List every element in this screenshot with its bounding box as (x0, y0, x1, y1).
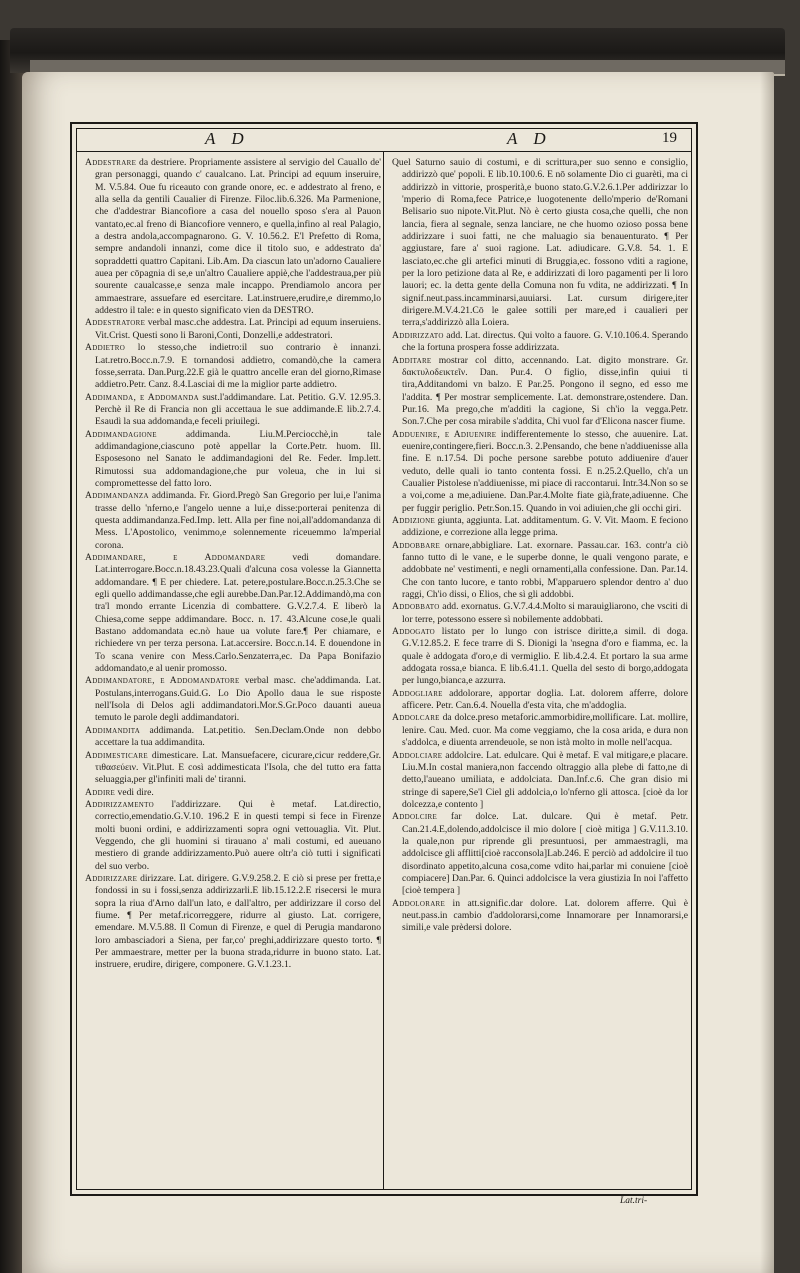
dictionary-entry (85, 157, 381, 317)
text-frame (70, 122, 698, 1196)
entry-text: dirizzare. Lat. dirigere. G.V.9.258.2. E ciò si prese per fretta,e fondossi in su i fossi,senza addirizzarli.E lib.15.12.2.E risecersi le mura sopra la riua d'Arno dall'un lato, e dall'altro, per addirizzare il corso del fiume. ¶ Per metaf.ricorreggere, ridurre al giusto. Lat. corrigere, emendare. M.V.5.88. Il Comun di Firenze, e quel di Perugia mandarono loro ambasciadori a Siena, per far,co' preghi,addirizzare questo torto. ¶ Per ammaestrare, metter per la buona strada,ridurre in buono stato. Lat. instruere, erudire, dirigere, componere. G.V.1.23.1. (95, 872, 381, 971)
dictionary-entry (85, 552, 381, 675)
book-page (22, 72, 774, 1273)
entry-headword: Addirizzato (392, 329, 444, 341)
entry-headword: Addolciare (392, 749, 443, 761)
entry-text: da destriere. Propriamente assistere al servigio del Cauallo de' gran personaggi, quando c' caualcano. Lat. Principi ad equum inseruire, M. V.5.84. Oue fu riceauto con grande onore, ec. e addestrato al freno, e alla sella da gentili Caualier di Firenze. Filoc.lib.6.326. Ma Parmenione, che d'addestrar Biancofiore a casa del nouello sposo s'era al Pauon vantato,ec.al freno di Biancofiore vennero, e quella,infino al real Palagio, a destra andola,accompagnarono. G. V. 10.56.2. E'l Prefetto di Roma, sempre andandoli innanzi, come dice il titolo suo, e addestrato da' sopraddetti quattro Capitani. Lib.Am. Da ciascun lato un'adorno Caualiere auea per cōpagnia di se,e un'altro Caualiere appiè,che l'addestraua,per più sourente caualcasse,e senza male incappo. Prendiamolo ancora per ammaestrare, assuefare ed esercitare. Lat.instruere,erudire,e diremmo,lo addestro il tale: e in questo significato vien da DESTRO. (95, 157, 381, 317)
entry-text: lo stesso,che indietro:il suo contrario è innanzi. Lat.retro.Bocc.n.7.9. E tornandosi addietro, comandò,che la camera fosse,serrata. Dan.Purg.22.E già le quattro ancelle eran del giorno,Rimase addietro.Petr. Canz. 8.4.Lasciai di me la miglior parte addietro. (95, 342, 381, 391)
dictionary-entry (392, 626, 688, 688)
right-column (392, 157, 688, 1182)
entry-headword: Addolorare (392, 897, 446, 909)
entry-text: giunta, aggiunta. Lat. additamentum. G. V. Vit. Maom. E feciono addizione, e correzione alla legge prima. (402, 514, 688, 539)
entry-headword: Addirizzare (85, 872, 138, 884)
dictionary-entry (85, 675, 381, 724)
running-head-left: A D (205, 129, 250, 148)
entry-text: vedi dire. (117, 786, 154, 798)
dictionary-entry (392, 540, 688, 602)
entry-headword: Addobbato (392, 601, 440, 613)
dictionary-entry (85, 490, 381, 552)
entry-headword: Addimandagione (85, 428, 157, 440)
entry-headword: Addogliare (392, 687, 443, 699)
dictionary-entry (85, 429, 381, 491)
entry-headword: Addimandanza (85, 490, 149, 502)
entry-text: indifferentemente lo stesso, che auuenire. Lat. euenire,contingere,fieri. Bocc.n.3. 2.Pensando, che bene n'addiuenisse alla fine. E n.17.54. Di poche persone sarebbe potuto addiuenire d'auer veduto, delle quali io tanto contenta fossi. E n.25.2.Quello, ch'a un Caualier Pistolese n'addiuenisse, mi piace di raccontarui. Intr.34.Non so se a voi,come a me,adiuiene. Dan.Par.4.Molte fiate già,frate,adiuenne. Che per fuggir periglio. Petr.Son.15. Quando in voi adiuien,che gli occhi giri. (402, 428, 688, 514)
dictionary-entry (85, 342, 381, 391)
dictionary-entry (392, 811, 688, 897)
entry-text: da dolce.preso metaforic.ammorbidire,mollificare. Lat. mollire, lenire. Cau. Med. cuor. Ma come veggiamo, che la cosa arida, e dura non s'addolca, e diuenta arrendeuole, se non istà molto in molle nell'acqua. (402, 712, 688, 749)
dictionary-entry (85, 725, 381, 750)
dictionary-entry (392, 429, 688, 515)
dictionary-entry (392, 330, 688, 355)
entry-text: mostrar col ditto, accennando. Lat. digito monstrare. Gr. δακτυλοδεικτεῖν. Dan. Pur.4. O figlio, disse,infin quiui ti tira,Additandomi vn balzo. E Par.25. Pongono il segno, ed esso me l'addita. ¶ Per mostrar semplicemente. Lat. demonstrare,ostendere. Dan. Pur.16. Ma prego,che m'additi la cagione, Si ch'io la vegga.Petr. Son.7.Che per cosa mirabile s'addita, Chi vuol far d'Elicona nascer fiume. (402, 354, 688, 428)
dictionary-entry (85, 317, 381, 342)
entry-text: vedi domandare. Lat.interrogare.Bocc.n.18.43.23.Quali d'alcuna cosa volesse la Giannetta addomandare. ¶ E per chiedere. Lat. petere,postulare.Bocc.n.25.3.Che se egli quello addimandasse,che egli aurebbe.Dan.Par.12.Addimandò,ma con tra'l mondo errante Licenzia di combattere. G.V.2.7.4. E liberò la Chiesa,come seppe addimandare. Bocc. n. 17. 43.Alcune cose,le quali Bastano addomandata ec.nò haue ua volute fare.¶ Per chiamare, e richiedere vn per terza persona. Lat.accersire. Bocc.n.14. E douendone in To scana venire con Mess.Carlo.Senzaterra,ec. Da Papa Bonifazio addomandato,e al uenir promosso. (95, 552, 381, 675)
text-frame-inner (76, 128, 692, 1190)
entry-headword: Addobbare (392, 539, 441, 551)
entry-headword: Addire (85, 786, 116, 798)
entry-headword: Additare (392, 354, 432, 366)
entry-text: verbal masc.che addestra. Lat. Principi ad equum inseruiens. Vit.Crist. Questi sono li Baroni,Conti, Donzelli,e addestratori. (95, 317, 381, 341)
entry-headword: Addogato (392, 626, 436, 638)
dictionary-entry (85, 873, 381, 972)
entry-headword: Addestratore (85, 317, 146, 329)
left-column (85, 157, 381, 1182)
entry-text: ornare,abbigliare. Lat. exornare. Passau.car. 163. contr'a ciò fanno tutto di le vane, e le superbe donne, le quali vengono parate, e addobbate ne' vestimenti, e negli ornamenti,alla confessione. Dan. Par.14. Che con tanto lucore, e tanto robbi, M'apparuero splendor dentro a' duo raggi, Ch'io dissi, o Elios, che sì gli addobbi. (402, 539, 688, 601)
entry-headword: Addizione (392, 514, 436, 526)
entry-headword: Addimandatore, e Addomandatore (85, 675, 240, 687)
entry-text: sust.l'addimandare. Lat. Petitio. G.V. 12.95.3. Perchè il Re di Francia non gli accettaua le sue addimande.E lib.2.7.4. Esaudì la sua addomanda,e feceli priuilegi. (95, 391, 381, 428)
dictionary-entry (392, 601, 688, 626)
entry-text: add. exornatus. G.V.7.4.4.Molto si marauigliarono, che vsciti di lor terre, potessono essere sì nobilemente addobbati. (402, 601, 688, 625)
entry-headword: Addimesticare (85, 749, 148, 761)
dictionary-entry (392, 898, 688, 935)
dictionary-entry (392, 712, 688, 749)
entry-text: l'addirizzare. Qui è metaf. Lat.directio, correctio,emendatio.G.V.10. 196.2 E in questi tempi si fece in Firenze molti buoni ordini, e addirizzamenti sopra ogni vettouaglia. Vit. Plut. Veggendo, che gli huomini si tirauano a' mali costumi, ed aueuano mestiero di grande addirizzamento.Può auere oltr'a ciò tutti i significati del suo verbo. (95, 798, 381, 872)
page-number: 19 (662, 130, 677, 146)
entry-text: verbal masc. che'addimanda. Lat. Postulans,interrogans.Guid.G. Lo Dio Apollo daua le sue risposte nell'Isola di Delos agli addimandatori.Mor.S.Gr.Poco dauanti aueua temuto le parole degli addimandatori. (95, 675, 381, 724)
entry-text: addimanda. Liu.M.Perciocchè,in tale addimandagione,ciascuno potè appellar la Corte.Petr. huom. Ill. Esposesono nel Sanato le addimandagioni del Re. Feder. Imp.lett. Rimutossi sua addomandagione,che pur voleua, che in lui si compromettesse del fatto loro. (95, 428, 381, 489)
entry-text: addolorare, apportar doglia. Lat. dolorem afferre, dolore afficere. Petr. Can.6.4. Nouella d'esta vita, che m'addoglia. (402, 687, 688, 712)
page-edge-shadow (760, 72, 774, 1273)
column-divider (383, 152, 384, 1189)
entry-headword: Addolcire (392, 811, 438, 823)
dictionary-entry (392, 355, 688, 429)
dictionary-entry (85, 799, 381, 873)
entry-text: addolcire. Lat. edulcare. Qui è metaf. E val mitigare,e placare. Liu.M.In costal maniera,non faccendo oltraggio alla plebe di fatto,ne di detto,l'aueano umiliata, e addolciata. Dan.Inf.c.6. Che gran disio mi stringe di sapere,Se'l Ciel gli addolcia,o lo'nferno gli attosca. [cioè da lor dolcezza,e contento ] (402, 749, 688, 810)
header-rule (77, 151, 691, 152)
dictionary-entry (392, 750, 688, 812)
entry-headword: Addimandare, e Addomandare (85, 552, 266, 563)
entry-text: listato per lo lungo con istrisce diritte,a simil. di doga. G.V.12.85.2. E fece trarre di S. Dionigi la 'nsegna d'oro e fiamma, ec. la quale è addogata d'oro,e di vermiglio. E lib.4.2.4. Et portaro la sua arme addogata rossa,e bianca. E lib.6.41.1. Quella del sesto di borgo,addogata per lungo,bianca,e azzurra. (402, 626, 688, 687)
entry-headword: Addimandita (85, 724, 141, 736)
entry-text: in att.signific.dar dolore. Lat. dolorem afferre. Quì è neut.pass.in cambio d'addolorarsi,come Innamorare per Innamorarsi,e simili,e vale prèdersi dolore. (402, 897, 688, 934)
entry-headword: Adduenire, e Adiuenire (392, 428, 497, 440)
entry-headword: Addolcare (392, 712, 440, 724)
entry-text: addimanda. Fr. Giord.Pregò San Gregorio per lui,e l'anima trasse dello 'nferno,e l'angelo uenne a lui,e disse:porterai penitenza di questa addimandanza.Fed.Imp. lett. Alla per fine noi,all'addomandanza di Mess. L'Apostolico, venimmo,e solennemente riceuemmo la'mperial corona. (95, 490, 381, 551)
entry-text: addimanda. Lat.petitio. Sen.Declam.Onde non debbo accettare la tua addimandita. (95, 724, 381, 749)
entry-text: far dolce. Lat. dulcare. Qui è metaf. Petr. Can.21.4.E,dolendo,addolcisce il mio dolore [ cioè mitiga ] G.V.11.3.10. la quale,non pur riprende gli presuntuosi, per ammaestragli, ma addolcisce gli afflitti[cioè racconsola]Lab.246. E perciò ad addolcire il tuo disordinato appetito,alcuna cosa,come vdito hai,parlar mi conuiene [cioè compiacere] Dan.Par. 6. Quinci addolcisce la vera giustizia In noi l'affetto [cioè tempera ] (402, 811, 688, 897)
dictionary-entry (85, 750, 381, 787)
dictionary-entry (392, 688, 688, 713)
entry-text: add. Lat. directus. Qui volto a fauore. G. V.10.106.4. Sperando che la fortuna prospera fosse addirizzata. (402, 329, 688, 354)
catchword: Lat.tri- (620, 1196, 648, 1206)
entry-headword: Addimanda, e Addomanda (85, 391, 199, 403)
entry-text: dimesticare. Lat. Mansuefacere, cicurare,cicur reddere,Gr. τιθασεύειν. Vit.Plut. E così addimesticata l'Isola, che del tutto era fatta seluaggia,per gl'infiniti mali de' tiranni. (95, 749, 381, 786)
dictionary-entry (392, 157, 688, 330)
running-head-right: A D (507, 129, 552, 148)
entry-headword: Addestrare (85, 157, 137, 168)
dictionary-entry (392, 515, 688, 540)
entry-headword: Addietro (85, 342, 126, 354)
dictionary-entry (85, 392, 381, 429)
entry-headword: Addirizzamento (85, 798, 154, 810)
dictionary-entry (85, 787, 381, 799)
entry-text: Quel Saturno sauio di costumi, e di scrittura,per suo senno e consiglio, addirizzò que' popoli. E lib.10.100.6. E nō solamente Dio ci guarètì, ma ci addirizzò in vittorie, prosperità,e buono stato.G.V.2.6.1.Per addirizzar lo 'mperio di Roma,fece Patrice,e luogotenente dello'mperio de'Romani Belisario suo nipote.Vit.Plut. Nò è certo giusta cosa,che quelli, che non lancia, fiera al segnale, senza lanciare, ne che huomo ozioso possa bene addirizzare i suoi fatti, ne che maluagio sia benauenturato. ¶ Per aggiustare, fare a' suoi ragione. Lat. adiudicare. G.V.8. 54. 1. E lasciato,ec.che gli artefici minuti di Bruggia,ec. fossono vditi a ragione, per la loro petizione data al Re, e addirizzati di loro pagamenti per li loro lauori; ec. la detta gente della Comuna non fu vdita, ne addirizzati. ¶ In signif.neut.pass.incamminarsi,auuiarsi. Lat. cursum dirigere,iter dirigere.M.V.4.21.Cō le galee sottili per mare,ed i caualieri per terra,s'addirizzò alla Loiera. (392, 157, 688, 329)
